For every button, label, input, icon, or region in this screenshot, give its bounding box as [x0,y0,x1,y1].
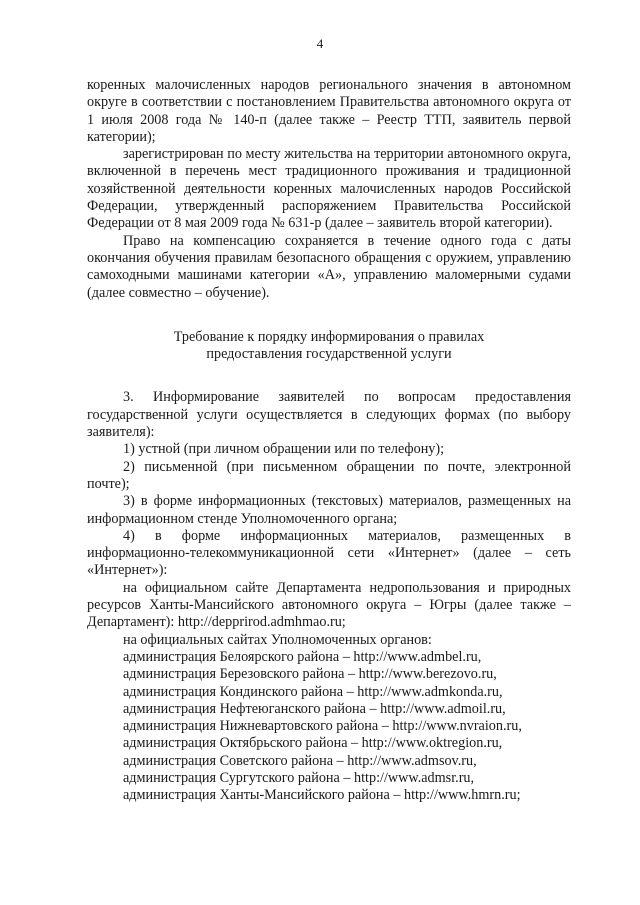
site-item-beloyarsky: администрация Белоярского района – http://www.admbel.ru, [123,648,482,665]
site-item-surgutsky: администрация Сургутского района – http://www.admsr.ru, [123,769,475,786]
list-item-info-stand: 3) в форме информационных (текстовых) материалов, размещенных на информационном стенде Уполномоченного органа; [87,493,571,527]
paragraph-registry-continuation: коренных малочисленных народов регионального значения в автономном округе в соответствии с постановлением Правительства автономного округа от 1 июля 2008 года № 140-п (далее также – Реестр ТТП, заявитель первой категории); [87,77,571,145]
list-item-oral: 1) устной (при личном обращении или по телефону); [123,441,445,458]
paragraph-informing-forms: 3. Информирование заявителей по вопросам предоставления государственной услуги осуществляется в следующих формах (по выбору заявителя): [87,389,571,441]
paragraph-department-site: на официальном сайте Департамента недропользования и природных ресурсов Ханты-Мансийского автономного округа – Югры (далее также – Департамент): http://depprirod.admhmao.ru; [87,579,571,631]
section-heading-line-1: Требование к порядку информирования о правилах [173,328,485,345]
page-number: 4 [316,36,324,51]
list-item-written: 2) письменной (при письменном обращении по почте, электронной почте); [87,458,571,492]
authorized-sites-list [87,649,571,805]
paragraph-second-category: зарегистрирован по месту жительства на территории автономного округа, включенной в перечень мест традиционного проживания и традиционной хозяйственной деятельности коренных малочисленных народов Российской Федерации, утвержденный распоряжением Правительства Российской Федерации от 8 мая 2009 года № 631-р (далее – заявитель второй категории). [87,146,571,232]
section-heading [87,329,571,364]
site-item-khanty-mansiysky: администрация Ханты-Мансийского района – http://www.hmrn.ru; [123,787,521,804]
paragraph-authorized-sites-intro: на официальных сайтах Уполномоченных органов: [123,631,432,648]
section-heading-line-2: предоставления государственной услуги [206,346,452,363]
site-item-nizhnevartovsky: администрация Нижневартовского района – http://www.nvraion.ru, [123,718,522,735]
site-item-sovetsky: администрация Советского района – http://www.admsov.ru, [123,752,477,769]
site-item-oktyabrsky: администрация Октябрьского района – http://www.oktregion.ru, [123,735,503,752]
document-body [87,77,571,805]
site-item-nefteyugansky: администрация Нефтеюганского района – http://www.admoil.ru, [123,700,506,717]
list-item-internet: 4) в форме информационных материалов, размещенных в информационно-телекоммуникационной сети «Интернет» (далее – сеть «Интернет»): [87,527,571,579]
paragraph-compensation-right: Право на компенсацию сохраняется в течение одного года с даты окончания обучения правилам безопасного обращения с оружием, управлению самоходными машинами категории «А», управлению маломерными судами (далее совместно – обучение). [87,232,571,301]
site-item-berezovsky: администрация Березовского района – http://www.berezovo.ru, [123,666,497,683]
site-item-kondinsky: администрация Кондинского района – http://www.admkonda.ru, [123,683,503,700]
